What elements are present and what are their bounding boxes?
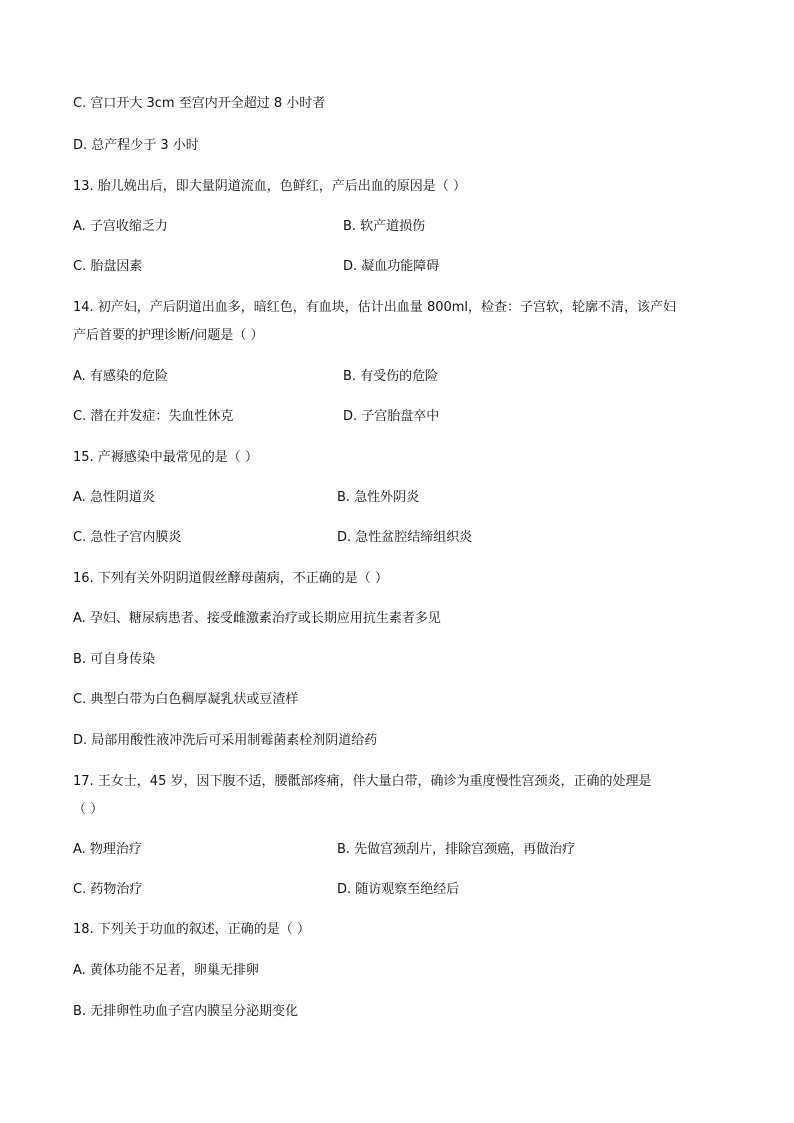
question-17-option-a: A. 物理治疗 bbox=[73, 842, 142, 857]
question-14-option-b: B. 有受伤的危险 bbox=[343, 369, 439, 384]
question-16-option-d: D. 局部用酸性液冲洗后可采用制霉菌素栓剂阴道给药 bbox=[73, 733, 378, 748]
question-15: 15. 产褥感染中最常见的是（ ） bbox=[73, 450, 258, 465]
question-16-option-c: C. 典型白带为白色稠厚凝乳状或豆渣样 bbox=[73, 692, 299, 707]
question-15-option-a: A. 急性阴道炎 bbox=[73, 490, 155, 505]
question-18-option-b: B. 无排卵性功血子宫内膜呈分泌期变化 bbox=[73, 1004, 299, 1019]
question-16-option-a: A. 孕妇、糖尿病患者、接受雌激素治疗或长期应用抗生素者多见 bbox=[73, 611, 441, 626]
question-17-line-2: （ ） bbox=[73, 802, 104, 817]
question-13-option-a: A. 子宫收缩乏力 bbox=[73, 219, 168, 234]
question-17-option-b: B. 先做宫颈刮片，排除宫颈癌，再做治疗 bbox=[337, 842, 576, 857]
question-15-option-c: C. 急性子宫内膜炎 bbox=[73, 530, 182, 545]
question-18-option-a: A. 黄体功能不足者，卵巢无排卵 bbox=[73, 963, 259, 978]
question-14-option-d: D. 子宫胎盘卒中 bbox=[343, 409, 440, 424]
question-13-option-d: D. 凝血功能障碍 bbox=[343, 259, 440, 274]
question-16-option-b: B. 可自身传染 bbox=[73, 652, 156, 667]
option-line: D. 总产程少于 3 小时 bbox=[73, 138, 199, 153]
option-line: C. 宫口开大 3cm 至宫内开全超过 8 小时者 bbox=[73, 96, 326, 111]
question-17-option-c: C. 药物治疗 bbox=[73, 882, 143, 897]
question-14-option-a: A. 有感染的危险 bbox=[73, 369, 168, 384]
question-16: 16. 下列有关外阴阴道假丝酵母菌病，不正确的是（ ） bbox=[73, 571, 388, 586]
question-17-line-1: 17. 王女士，45 岁，因下腹不适，腰骶部疼痛，伴大量白带，确诊为重度慢性宫颈炎，正确的处理是 bbox=[73, 774, 652, 789]
question-13-option-c: C. 胎盘因素 bbox=[73, 259, 143, 274]
question-18: 18. 下列关于功血的叙述，正确的是（ ） bbox=[73, 922, 310, 937]
question-13-option-b: B. 软产道损伤 bbox=[343, 219, 426, 234]
question-17-option-d: D. 随访观察至绝经后 bbox=[337, 882, 460, 897]
question-15-option-d: D. 急性盆腔结缔组织炎 bbox=[337, 530, 473, 545]
question-15-option-b: B. 急性外阴炎 bbox=[337, 490, 420, 505]
question-14-line-1: 14. 初产妇，产后阴道出血多，暗红色，有血块，估计出血量 800ml，检查：子宫软，轮廓不清，该产妇 bbox=[73, 300, 677, 315]
question-14-option-c: C. 潜在并发症：失血性休克 bbox=[73, 409, 234, 424]
question-14-line-2: 产后首要的护理诊断/问题是（ ） bbox=[73, 328, 264, 343]
question-13: 13. 胎儿娩出后，即大量阴道流血，色鲜红，产后出血的原因是（ ） bbox=[73, 179, 466, 194]
